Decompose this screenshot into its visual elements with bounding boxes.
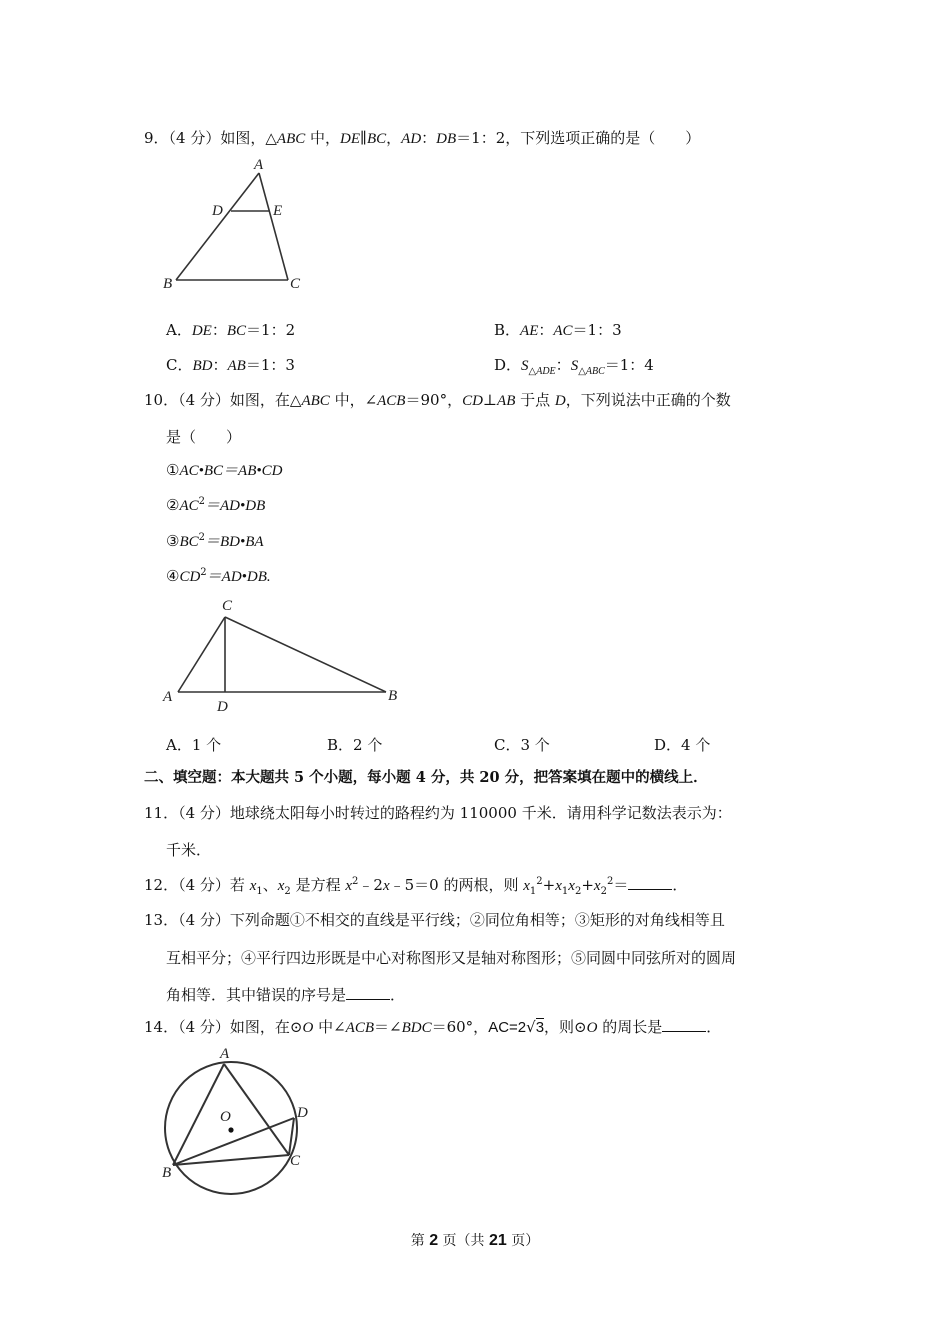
q14-answer-blank[interactable] xyxy=(662,1017,706,1032)
q14-label-d: D xyxy=(297,1105,308,1121)
q10-option-b: B．2 个 xyxy=(327,736,383,754)
q9-stem: 9．（4 分）如图，△ABC 中，DE∥BC，AD：DB＝1：2，下列选项正确的是（ ） xyxy=(144,129,701,147)
sqrt-sign: √ xyxy=(526,1018,536,1036)
q13-stem-line3: 角相等．其中错误的序号是 ． xyxy=(166,986,406,1004)
q9-label-d: D xyxy=(212,203,223,219)
q10-statement-3: $③BC^2=BD•BA$ xyxy=(166,532,264,550)
q9-label-e: E xyxy=(273,203,283,219)
q14-circle-figure xyxy=(158,1045,328,1205)
q9-option-a: A．DE：BC＝1：2 xyxy=(166,321,296,339)
q11-stem: 11．（4 分）地球绕太阳每小时转过的路程约为 110000 千米．请用科学记数法表示为： xyxy=(144,804,732,822)
q10-option-a: A．1 个 xyxy=(166,736,222,754)
page-total: 21 xyxy=(489,1232,507,1249)
q10-label-a: A xyxy=(163,689,173,705)
q9-label-b: B xyxy=(163,276,173,292)
q10-statement-2: $②AC^2=AD•DB$ xyxy=(166,496,266,514)
q10-label-d: D xyxy=(217,699,228,715)
q14-label-o: O xyxy=(220,1109,231,1125)
q10-statement-1: ①AC•BC＝AB•CD xyxy=(166,461,283,479)
q9-label-a: A xyxy=(254,157,264,173)
q9-option-d: D．$S_{\triangle ADE}$：$S_{\triangle ABC}=1$：4 xyxy=(494,356,654,377)
page-number: 2 xyxy=(429,1232,439,1249)
section-2-heading: 二、填空题：本大题共 5 个小题，每小题 4 分，共 20 分，把答案填在题中的横线上． xyxy=(144,769,708,786)
q10-option-c: C．3 个 xyxy=(494,736,550,754)
q14-stem: 14．（4 分）如图，在⊙O 中∠ACB＝∠BDC＝60°，AC=2√3，则⊙O 的周长是 ． xyxy=(144,1018,722,1036)
q13-stem-line2: 互相平分；④平行四边形既是中心对称图形又是轴对称图形；⑤同圆中同弦所对的圆周 xyxy=(166,949,737,967)
q13-answer-blank[interactable] xyxy=(346,985,390,1000)
q12-stem: 12．（4 分）若 $x_1$、$x_2$ 是方程 $x^2﹣2x﹣5=0$ 的两根，则 $x_1^2+x_1x_2+x_2^2=$ ． xyxy=(144,876,688,897)
page-footer: 第 2 页（共 21 页） xyxy=(410,1232,540,1249)
q12-answer-blank[interactable] xyxy=(628,875,672,890)
q14-label-b: B xyxy=(162,1165,172,1181)
q9-option-b: B．AE：AC＝1：3 xyxy=(494,321,622,339)
q10-label-b: B xyxy=(388,688,398,704)
q9-option-c: C．BD：AB＝1：3 xyxy=(166,356,295,374)
q10-label-c: C xyxy=(222,598,233,614)
q9-label-c: C xyxy=(290,276,301,292)
q10-stem-line1: 10．（4 分）如图，在△ABC 中，∠ACB＝90°，CD⊥AB 于点 D，下列说法中正确的个数 xyxy=(144,391,731,409)
q14-ac-expression: AC=2 xyxy=(488,1019,527,1036)
q14-label-a: A xyxy=(220,1046,230,1062)
q9-triangle-figure xyxy=(160,155,310,295)
q13-stem-line1: 13．（4 分）下列命题①不相交的直线是平行线；②同位角相等；③矩形的对角线相等且 xyxy=(144,911,725,929)
q10-statement-4: $④CD^2=AD•DB$. xyxy=(166,567,271,585)
q10-right-triangle-figure xyxy=(160,595,410,720)
sqrt-radicand: 3 xyxy=(535,1019,545,1036)
q10-stem-line2: 是（ ） xyxy=(166,428,242,446)
q14-label-c: C xyxy=(290,1153,301,1169)
center-point xyxy=(228,1127,233,1132)
q10-option-d: D．4 个 xyxy=(654,736,711,754)
q11-line2: 千米． xyxy=(166,841,212,859)
